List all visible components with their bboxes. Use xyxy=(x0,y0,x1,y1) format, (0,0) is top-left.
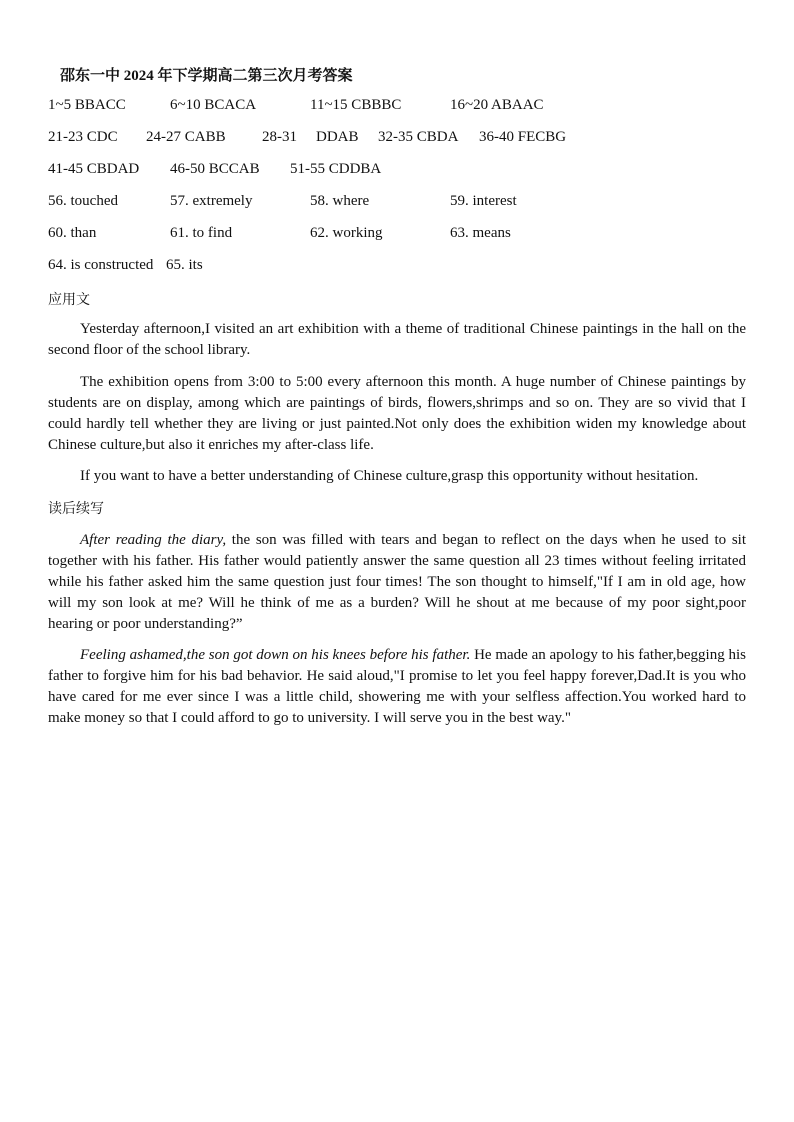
applied-paragraph-1: Yesterday afternoon,I visited an art exhibition with a theme of traditional Chinese paintings in the hall on the second floor of the school library. xyxy=(48,321,746,358)
continuation-lead-phrase: After reading the diary, xyxy=(80,532,227,548)
continuation-lead-phrase: Feeling ashamed,the son got down on his knees before his father. xyxy=(80,647,471,663)
continuation-paragraph-1 xyxy=(48,530,746,635)
answer-group: 16~20 ABAAC xyxy=(450,97,544,113)
answer-item: 64. is constructed xyxy=(48,257,154,273)
continuation-paragraph-2 xyxy=(48,645,746,729)
answer-group: 36-40 FECBG xyxy=(479,129,567,145)
section-heading-continuation-writing: 读后续写 xyxy=(48,501,104,517)
answer-group: 41-45 CBDAD xyxy=(48,161,140,177)
answer-group: 24-27 CABB xyxy=(146,129,226,145)
answer-group: 6~10 BCACA xyxy=(170,97,257,113)
answer-group: 1~5 BBACC xyxy=(48,97,126,113)
section-heading-applied-writing: 应用文 xyxy=(48,292,90,308)
answer-item: 59. interest xyxy=(450,193,517,209)
continuation-body-text: the son was filled with tears and began to reflect on the days when he used to sit together with his father. His father would patiently answer the same question all 23 times without feeling irritated while his father asked him the same question just four times! The son thought to himself,"If I am in old age, how will my son look at me? Will he think of me as a burden? Will he shout at me because of my poor sight,poor hearing or poor understanding?” xyxy=(48,532,747,632)
applied-paragraph-2: The exhibition opens from 3:00 to 5:00 every afternoon this month. A huge number of Chinese paintings by students are on display, among which are paintings of birds, flowers,shrimps and so on. They are so vivid that I could hardly tell whether they are living or just painted.Not only does the exhibition widen my knowledge about Chinese culture,but also it enriches my after-class life. xyxy=(48,374,746,453)
answer-item: 60. than xyxy=(48,225,97,241)
answer-group: 32-35 CBDA xyxy=(378,129,459,145)
answer-item: 56. touched xyxy=(48,193,118,209)
page-title: 邵东一中 2024 年下学期高二第三次月考答案 xyxy=(60,68,353,84)
answer-group: 46-50 BCCAB xyxy=(170,161,260,177)
applied-paragraph-3: If you want to have a better understanding of Chinese culture,grasp this opportunity without hesitation. xyxy=(80,468,699,484)
answer-group: 51-55 CDDBA xyxy=(290,161,382,177)
answer-item: 65. its xyxy=(166,257,203,273)
answer-group: 11~15 CBBBC xyxy=(310,97,402,113)
answer-group: 28-31 xyxy=(262,129,297,145)
answer-item: 62. working xyxy=(310,225,383,241)
answer-item: 61. to find xyxy=(170,225,233,241)
answer-item: 63. means xyxy=(450,225,511,241)
answer-group: 21-23 CDC xyxy=(48,129,118,145)
continuation-body-text: He made an apology to his father,begging his father to forgive him for his bad behavior. He said aloud,"I promise to let you feel happy forever,Dad.It is you who have cared for me ever since I was a little child, showering me with your selfless affection.You worked hard to make money so that I could afford to go to university. I will serve you in the best way." xyxy=(48,647,746,726)
answer-group: DDAB xyxy=(316,129,359,145)
answer-item: 57. extremely xyxy=(170,193,253,209)
answer-item: 58. where xyxy=(310,193,370,209)
